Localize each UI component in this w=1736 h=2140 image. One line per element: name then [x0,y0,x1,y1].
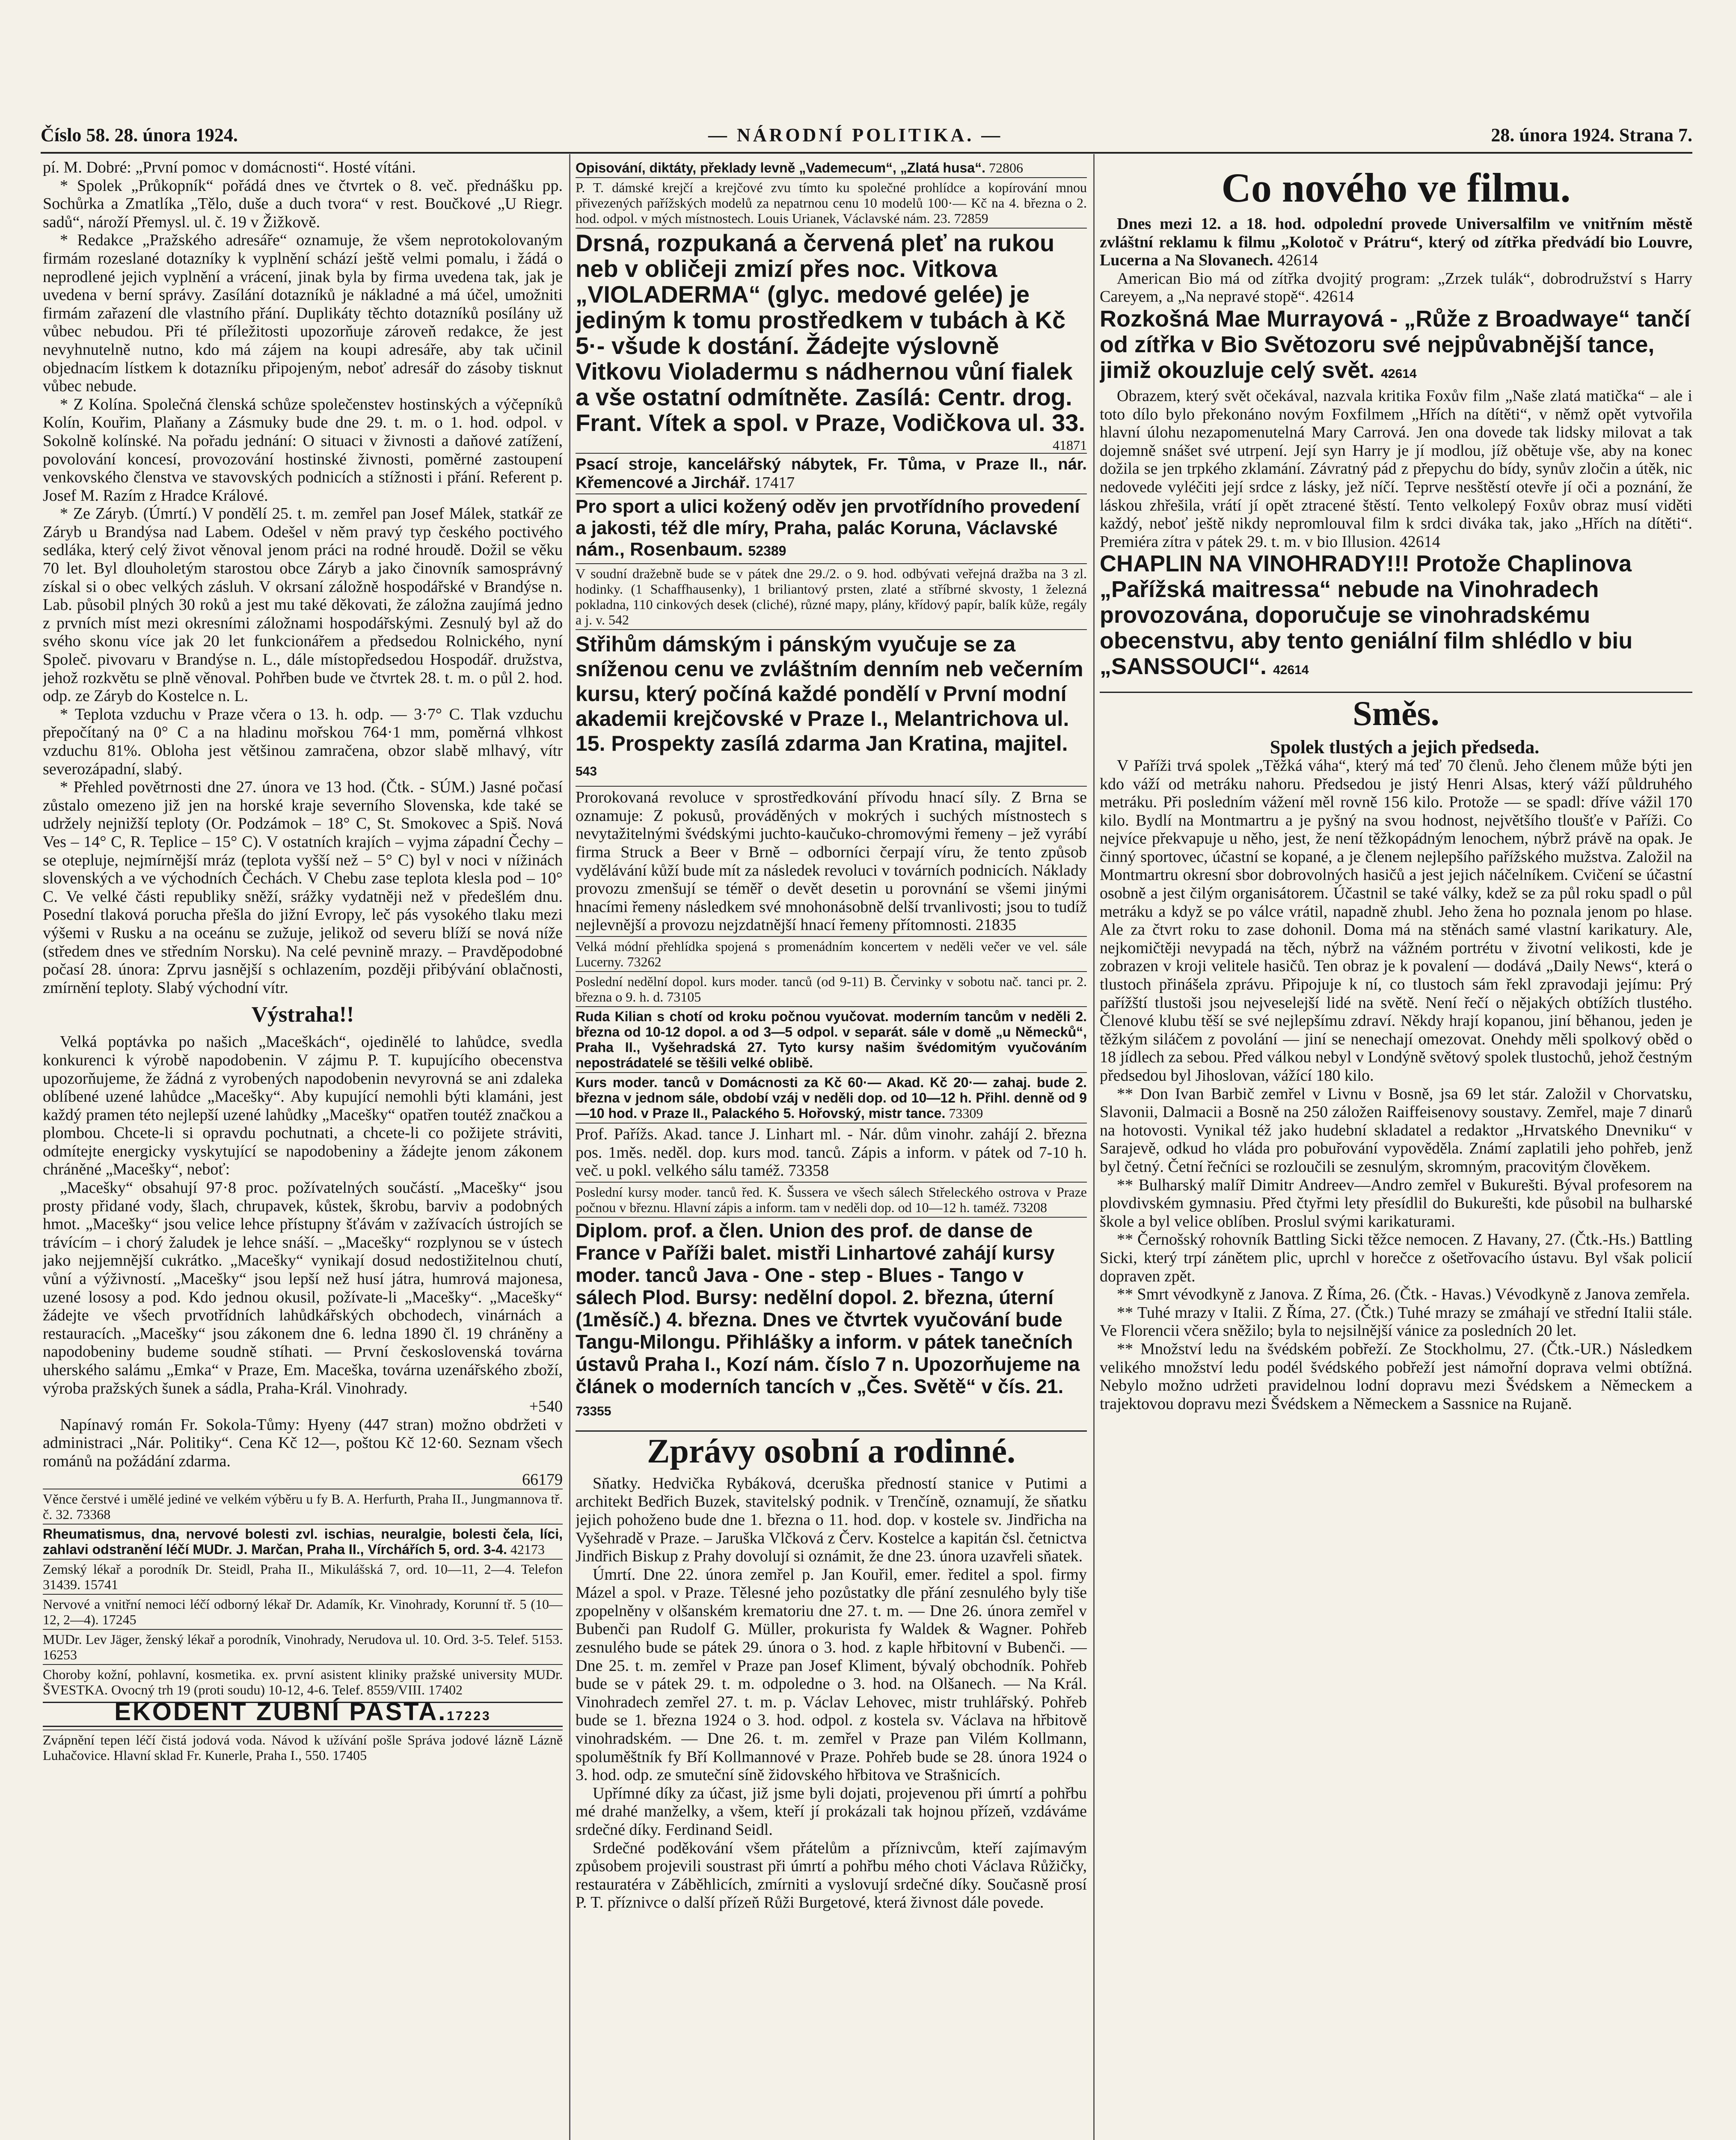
ad-text: Rheumatismus, dna, nervové bolesti zvl. ischias, neuralgie, bolesti čela, líci, zahlavi odstranění léčí MUDr. J. Marčan, Praha II., Vírchářích 5, ord. 3-4. [43,1526,563,1557]
classified-ad [43,1664,563,1699]
column-divider [1093,154,1095,2140]
ad-code: 72859 [954,211,988,226]
chaplin-ad [1100,551,1692,683]
ad-code: 542 [608,612,629,628]
ad-text: Zvápnění tepen léčí čistá jodová voda. Návod k užívání pošle Správa jodové lázně Lázně Luhačovice. Hlavní sklad Fr. Kunerle, Praha I., 550. [43,1732,563,1763]
ad-text: Poslední kursy moder. tanců řed. K. Šussera ve všech sálech Střeleckého ostrova v Praze počnou v březnu. Hlavní zápis a inform. tam v neděli dop. od 10—12 h. taméž. [576,1184,1087,1215]
classified-ad [576,1072,1087,1123]
ad-code: 543 [576,764,597,779]
ad-text: Diplom. prof. a člen. Union des prof. de danse de France v Paříži balet. mistři Linhartové zahájí kursy moder. tanců Java - One - step - Blues - Tango v sálech Plod. Bursy: nedělní dopol. 2. března, úterní (1měsíč.) 4. března. Dnes ve čtvrtek vyučování bude Tangu-Milongu. Přihlášky a inform. v pátek tanečních ústavů Praha I., Kozí nám. číslo 7 n. Upozorňujeme na článek o moderních tancích v „Čes. Světě“ v čís. 21. [576,1219,1080,1397]
ad-code: 66179 [522,1470,563,1489]
ad-code: 17245 [102,1612,137,1628]
ad-text: Psací stroje, kancelářský nábytek, Fr. Tůma, v Praze II., nár. Křemencové a Jirchář. [576,455,1087,492]
classified-ad [576,158,1087,177]
ad-code: 42614 [1399,532,1440,551]
ad-code: +540 [529,1397,563,1416]
item-text: CHAPLIN NA VINOHRADY!!! Protože Chaplinova „Pařížská maitressa“ nebude na Vinohradech provozována, doporučuje se vinohradskému obecenstvu, aby tento geniální film shlédlo v biu „SANSSOUCI“. [1100,551,1633,680]
ad-text: Ruda Kilian s chotí od kroku počnou vyučovat. moderním tancům v neděli 2. března od 10-12 dopol. a od 3—5 odpol. v separát. sále v domě „u Německů“, Praha II., Vyšehradská 27. Tyto kursy našim švédomitým vyučováním nepostrádatelé se těšili velké oblibě. [576,1008,1087,1070]
news-item: „Macešky“ obsahují 97·8 proc. požívatelných součástí. „Macešky“ jsou prosty přidané vody, šlach, chrupavek, kůstek, škrobu, barviv a podobných hmot. „Macešky“ jsou velice lehce přístupny šťávám v zažívacích ústrojích se trávícím – i chorý žaludek je lehce snáší. – „Macešky“ rozplynou se v ústech jako nejjemnější cukrátko. „Macešky“ vynikají dosud nedostižitelnou chutí, vůní a výživností. „Macešky“ jsou lepší než husí játra, humrová majonesa, uzené lososy a pod. Kdo jednou okusil, požívate-li „Macešky“. „Macešky“ žádejte ve všech prvotřídních lahůdkářských obchodech, vinárnách a restauracích. „Macešky“ jsou zákonem dne 6. ledna 1890 čl. 19 chráněny a napodobeniny budeme soudně stíhati. — První československá továrna uherského salámu „Emka“ v Praze, Em. Maceška, továrna uzenářského zboží, výroba pražských šunek a sádla, Praha-Král. Vinohrady. [43,1179,563,1397]
classified-ad [43,1489,563,1524]
classified-ad [576,493,1087,563]
news-item: ** Smrt vévodkyně z Janova. Z Říma, 26. (Čtk. - Havas.) Vévodkyně z Janova zemřela. [1117,1285,1690,1304]
news-item: * Spolek „Průkopník“ pořádá dnes ve čtvrtek o 8. več. přednášku pp. Sochůrka a Zmatlíka „Tělo, duše a duch tvora“ v rest. Boučkové „U Riegr. sadů“, nároží Přemysl. ul. č. 19 v Žižkově. [43,176,563,231]
ad-code: 73355 [576,1404,611,1418]
news-item: Napínavý román Fr. Sokola-Tůmy: Hyeny (447 stran) možno obdržeti v administraci „Nár. Politiky“. Cena Kč 12—, poštou Kč 12·60. Seznam všech románů na požádání zdarma. [43,1415,563,1470]
news-item: pí. M. Dobré: „První pomoc v domácnosti“. Hosté vítáni. [43,158,416,176]
ad-text: Choroby kožní, pohlavní, kosmetika. ex. první asistent kliniky pražské university MUDr. ŠVESTKA. Ovocný trh 19 (proti soudu) 10-12, 4-6. Telef. 8559/VIII. [43,1667,563,1698]
ad-code: 73368 [76,1507,111,1522]
section-heading-film: Co nového ve filmu. [1221,165,1571,211]
ad-text: Velká módní přehlídka spojená s promenádním koncertem v neděli večer ve vel. sále Lucerny. [576,938,1087,969]
ad-text: EKODENT ZUBNÍ PASTA. [114,1698,447,1726]
item-text: Dnes mezi 12. a 18. hod. odpolední provede Universalfilm ve vnitřním městě zvláštní reklamu k filmu „Kolotoč v Prátru“, který od zítřka předvádí bio Louvre, Lucerna a Na Slovanech. [1100,215,1692,270]
ad-code: 15741 [84,1577,118,1593]
item-text: American Bio má od zítřka dvojitý program: „Zrzek tulák“, dobrodružství s Harry Careyem, a „Na nepravé stopě“. [1100,269,1692,306]
ad-code: 16253 [43,1647,77,1663]
classified-ad [576,563,1087,629]
classified-ad [576,971,1087,1006]
film-ad [1100,306,1692,387]
ad-text: Prof. Pařížs. Akad. tance J. Linhart ml. - Nár. dům vinohr. zahájí 2. března pos. 1měs. neděl. dop. kurs mod. tanců. Zápis a inform. v pátek od 7-10 h. več. u pokl. velkého sálu taméž. [576,1125,1087,1180]
column-left [43,158,563,2140]
column-divider [569,154,570,2140]
news-item: ** Tuhé mrazy v Italii. Z Říma, 27. (Čtk.) Tuhé mrazy se zmáhají ve střední Italii stále. Ve Florencii včera sněžilo; byla to nejsilnější vánice za posledních 20 let. [1100,1303,1692,1340]
ad-code: 17223 [447,1709,491,1724]
news-item: V Paříži trvá spolek „Těžká váha“, který má teď 70 členů. Jeho členem může býti jen kdo váží od metráku nahoru. Předsedou je jistý Henri Alsas, který váží půldruhého metráku. Při posledním vážení měl rovně 156 kilo. Protože — se spadl: dříve vážil 170 kilo. Bydlí na Montmartru a je pyšný na svou hodnost, největšího tloušťe v Paříži. Co nejvíce překvapuje u něho, jest, že není těžkopádným lenochem, nýbrž právě na opak. Je činný sportovec, účastní se kopané, a je členem nejlepšího pařížského mužstva. Založil na Montmartru okresní sbor dobrovolných hasičů a jest jejich náčelníkem. Cvičení se účastní osobně a jest čilým organisátorem. Účastnil se také války, kdež se za půl roku spadl o půl metráku a když se po válce vrátil, napadně zhubl. Jeho žena ho poznala jenom po hlase. Ale za čtvrt roku to zase dohonil. Doma má na stěnách samé vlastní karikatury. Ale, nejkomičtěji nevypadá na těch, nýbrž na vážném portrétu v životní velikosti, kde je zobrazen v kroji velitele hasičů. Ten obraz je k povalení — dodává „Daily News“, která o tlustoch přinášela zprávu. Připojuje k ní, co tlustoch sám řekl zpravodaji jejímu: Prý pařížští tlustoši jsou nejveselejší lidé na světě. Není řečí o nějakých obtížích tlustého. Členové klubu těší se své nejlepšímu zdraví. Někdy hrají kopanou, jiní běhanou, jeden je těžkým siláčem z povolání — jiní se nenechají omezovat. Onehdy měli spolkový oběd o 18 jídlech za sebou. Před válkou nebyl v Londýně světový spolek tlustochů, jehož čestným předsedou byl Jihoslovan, vážící 180 kilo. [1100,756,1692,1085]
article-subheading: Spolek tlustých a jejich předseda. [1270,737,1540,758]
ad-text: Pro sport a ulici kožený oděv jen prvotřídního provedení a jakosti, též dle míry, Praha, palác Koruna, Václavské nám., Rosenbaum. [576,496,1080,560]
dance-school-ad [576,1217,1087,1424]
news-item [576,786,1087,936]
news-item: Úmrtí. Dne 22. února zemřel p. Jan Kouřil, emer. ředitel a spol. firmy Mázel a spol. v Praze. Tělesné jeho pozůstatky dle přání zesnulého byly tiše zpopelněny v olšanském krematoriu dne 27. t. m. — Dne 26. února zemřel v Bubenči pan Rudolf G. Müller, prokurista fy Waldek & Wagner. Pohřeb zesnulého bude se pátek 29. února o 3. hod. z kaple hřbitovní v Bubenči. — Dne 25. t. m. zemřel v Praze pan Josef Kliment, bývalý obchodník. Pohřeb bude se v pátek 29. t. m. odpoledne o 3. hod. na Olšanech. — Na Král. Vinohradech zemřel 27. t. m. p. Václav Lehovec, mistr truhlářský. Pohřeb bude se 1. března 1924 o 3. hod. odpol. z kostela sv. Václava na hřbitově vinohradském. — Dne 26. t. m. zemřel v Praze pan Vilém Kollmann, spoluměštník fy Bří Kollmannové v Praze. Pohřeb bude se 28. února 1924 o 3. hod. odp. ze smuteční síně židovského hřbitova ve Strašnicích. [576,1565,1087,1784]
ad-text: Střihům dámským i pánským vyučuje se za sníženou cenu ve zvláštním denním neb večerním kursu, který počíná každé pondělí v První modní akademii krejčovské v Praze I., Melantrichova ul. 15. Prospekty zasílá zdarma Jan Kratina, majitel. [576,632,1083,756]
ad-code: 42173 [510,1542,545,1557]
ad-code: 52389 [748,543,786,559]
ad-text: Poslední nedělní dopol. kurs moder. tanců (od 9-11) B. Červinky v sobotu nač. tanci pr. 2. března o 9. h. d. [576,973,1087,1005]
news-item: ** Bulharský malíř Dimitr Andreev—Andro zemřel v Bukurešti. Býval profesorem na plovdivském gymnasiu. Před čtyřmi lety přesídlil do Bukurešti, kde působil na bulharské škole a byl velice oblíben. Proslul svými karikaturami. [1100,1176,1692,1230]
classified-ad [576,1006,1087,1072]
news-item [1100,387,1692,551]
ad-code: 21835 [975,916,1016,934]
ad-text: Drsná, rozpukaná a červená pleť na rukou neb v obličeji zmizí přes noc. Vitkova „VIOLADERMA“ (glyc. medové gelée) je jediným k tomu prostředkem v tubách à Kč 5·- všude k dostání. Žádejte výslovně Vitkovu Violadermu s nádhernou vůní fialek a vše ostatní odmítněte. Zasílá: Centr. drog. Frant. Vítek a spol. v Praze, Vodičkova ul. 33. [576,229,1085,436]
news-item: ** Množství ledu na švédském pobřeží. Ze Stockholmu, 27. (Čtk.-UR.) Následkem velikého množství ledu podél švédského pobřeží jest námořní doprava velmi obtížná. Nebylo možno udržeti pravidelnou lodní dopravu mezi Švédskem a Německem a trajektovou dopravu mezi Švédskem a Německem a Sassnice na Rujaně. [1100,1340,1692,1413]
page-header [41,124,1692,150]
column-right [1100,158,1692,2140]
ad-text: P. T. dámské krejčí a krejčové zvu tímto ku společné prohlídce a kopírování mnou přivezených pařížských modelů za nepatrnou cenu 10 modelů 100·— Kč na 4. března o 2. hod. odpol. v mých místnostech. Louis Urianek, Václavské nám. 23. [576,180,1087,226]
ad-code: 73262 [627,954,662,969]
news-item [1100,215,1692,270]
news-item: ** Černošský rohovník Battling Sicki těžce nemocen. Z Havany, 27. (Čtk.-Hs.) Battling Sicki, který trpí zánětem plic, uprchl v horečce z ošetřovacího ústavu. Byl však policií dopraven zpět. [1100,1230,1692,1285]
ad-code: 42614 [1277,251,1318,270]
classified-ad [576,936,1087,971]
ekodent-ad [43,1698,563,1727]
classified-ad [576,1123,1087,1182]
news-item: * Teplota vzduchu v Praze včera o 13. h. odp. — 3·7° C. Tlak vzduchu přepočítaný na 0° C a na hladinu mořskou 764·1 mm, poměrná vlhkost vzduchu 81%. Obloha jest většinou zamračena, obzor slabě mlhavý, vítr severozápadní, slabý. [43,705,563,778]
ad-text: V soudní dražebně bude se v pátek dne 29./2. o 9. hod. odbývati veřejná dražba na 3 zl. hodinky. (1 Schaffhausenky), 1 briliantový prsten, zlaté a stříbrné skvosty, 1 železná pokladna, 110 cinkových desek (cliché), různé mapy, plány, křídový papír, balík kůže, regály a j. v. [576,566,1087,628]
news-item: * Redakce „Pražského adresáře“ oznamuje, že všem neprotokolovaným firmám rozeslané dotazníky k vyplnění schází ještě velmi pomalu, i žádá o neprodlené jejich vyplnění a vrácení, jinak byla by firma uvedena tak, jak je uvedena v berní správy. Zasílání dotazníků je nákladné a má účel, umožniti firmám zařazení dle vlastního přání. Duplikáty těchto dotazníků posílány už vůbec nebudou. Při té příležitosti upozorňuje zároveň redakce, že jest nevyhnutelně nutno, kdo má zájem na koupi adresáře, aby tak učinil objednacím lístkem k dotazníku připojeným, neboť adresář do zásoby tisknut vůbec nebude. [43,231,563,395]
ad-text: Zemský lékař a porodník Dr. Steidl, Praha II., Mikulášská 7, ord. 10—11, 2—4. Telefon 31439. [43,1561,563,1593]
news-item: Sňatky. Hedvička Rybáková, dceruška předností stanice v Putimi a architekt Bedřich Buzek, stavitelský podnik. v Trenčíně, oznamují, že sňatku jejich pohoženo bude dne 1. března o 11. hod. dop. v kostele sv. Jindřicha na Vyšehradě v Praze. – Jaruška Vlčková z Červ. Kostelce a kapitán čsl. četnictva Jindřich Biskup z Prahy dovolují si oznámit, že dne 23. února uzavřeli sňatek. [576,1474,1087,1566]
ad-code: 17402 [428,1682,463,1698]
ad-code: 42614 [1273,663,1309,678]
item-text: Rozkošná Mae Murrayová - „Růže z Broadwaye“ tančí od zítřka v Bio Světozoru své nejpůvabnější tance, jimiž okouzluje celý svět. [1100,306,1691,383]
classified-ad [43,1594,563,1629]
ad-code: 17405 [332,1747,367,1763]
news-item: Srdečné poděkování všem přátelům a příznivcům, kteří zajímavým způsobem projevili soustrast při úmrtí a pohřbu mého choti Václava Růžičky, restauratéra v Záběhlicích, zmírniti a vyslovují srdečné díky. Současně prosí P. T. příznivce o další přízeň Růži Burgetové, která živnost dále povede. [576,1839,1087,1912]
ad-text: MUDr. Lev Jäger, ženský lékař a porodník, Vinohrady, Nerudova ul. 10. Ord. 3-5. Telef. 5153. [43,1632,563,1647]
ad-code: 41871 [1053,437,1087,453]
ad-code: 73208 [1012,1199,1047,1215]
news-item: ** Don Ivan Barbič zemřel v Livnu v Bosně, jsa 69 let stár. Založil v Chorvatsku, Slavonii, Dalmacii a Bosně na 250 záložen Raiffeisenovy soustavy. Zemřel, maje 7 dinarů na hotovosti. Vynikal též jako hudební skladatel a redaktor „Hrvatského Dnevniku“ v Sarajevě, odkud ho vláda pro pobuřování vypověděla. Známí zaplatili jeho pohřeb, jenž byl četný. Četní řečníci se rozloučili se zesnulým, skromným, pracovitým člověkem. [1100,1085,1692,1176]
ad-text: Opisování, diktáty, překlady levně „Vademecum“, „Zlatá husa“. [576,160,985,175]
item-text: Obrazem, který svět očekával, nazvala kritika Foxův film „Naše zlatá matička“ – ale i toto dílo bylo překonáno novým Foxfilmem „Hřích na dítěti“, v němž opět vytvořila hlavní úlohu nezapomenutelná Mary Carrová. Jen ona dovede tak lidsky milovat a tak dojemně snášet své utrpení. Její syn Harry je jí modlou, jíž obětuje vše, aby na konec dožila se jen trpkého zklamání. Závratný pád z přepychu do bídy, synův zločin a útěk, nic nedovede vyléčiti její srdce z lásky, jež níčí. Teprve nesštěstí otevře jí oči a poznání, že láskou zhřešila, vrátí jí opět ztracené štěstí. Tento velkolepý Foxův obraz musí viděti každý, neboť ještě nikdy nepromlouval film k srdci diváka tak, jako „Hřích na dítěti“. Premiéra zítra v pátek 29. t. m. v bio Illusion. [1100,386,1692,551]
classified-ad [576,177,1087,228]
ad-code: 42614 [1313,288,1354,306]
masthead-title: — NÁRODNÍ POLITIKA. — [708,125,1003,146]
ad-code: 72806 [988,160,1023,175]
classified-ad [576,453,1087,493]
section-heading-mix: Směs. [1100,692,1692,734]
issue-number: Číslo 58. 28. února 1924. [41,125,238,146]
news-item: * Z Kolína. Společná členská schůze společenstev hostinských a výčepníků Kolín, Kouřim, Plaňany a Zásmuky bude dne 29. t. m. o 1. hod. odpol. v Sokolně kolínské. Na pořadu jednání: O situaci v živnosti a daňové zatížení, povolování koncesí, provozování hostinské živnosti, poměrné zastoupení venkovského členstva ve stavovských podnicích a stížnosti i přání. Referent p. Josef M. Razím z Hradce Králové. [43,395,563,505]
classified-ad [43,1559,563,1594]
classified-ad [43,1730,563,1765]
violaderma-ad [576,228,1087,437]
classified-ad [43,1629,563,1664]
ad-text: Kurs moder. tanců v Domácnosti za Kč 60·— Akad. Kč 20·— zahaj. bude 2. března v jednom sále, období vzáj v neděli dop. od 10—12 h. Přihl. denně od 9—10 hod. v Praze II., Palackého 5. Hořovský, mistr tance. [576,1074,1087,1121]
column-middle [576,158,1087,2140]
warning-heading: Výstraha!! [251,1002,354,1027]
ad-code: 73358 [788,1162,829,1180]
classified-ad [576,1182,1087,1217]
ad-text: Nervové a vnitřní nemoci léčí odborný lékař Dr. Adamík, Kr. Vinohrady, Korunní tř. 5 (10—12, 2—4). [43,1596,563,1628]
page-date-number: 28. února 1924. Strana 7. [1491,125,1692,146]
news-item: Upřímné díky za účast, již jsme byli dojati, projevenou při úmrtí a pohřbu mé drahé manželky, a všem, kteří jí prokázali tak hojnou přízeň, vzdáváme srdečné díky. Ferdinand Seidl. [576,1784,1087,1839]
ad-text: Prorokovaná revoluce v sprostředkování přívodu hnací síly. Z Brna se oznamuje: Z pokusů, prováděných v mokrých i suchých místnostech s nevytažitelnými švédskými juchto-kaučuko-chromovými řemeny – jež vyrábí firma Struck a Beer v Brně – odborníci čerpají víru, že tento způsob vydělávání kůží bude mít za následek revoluci v továrních podnicích. Náklady provozu zmenšují se téměř o devět desetin u porovnání se všemi jinými hnacími řemeny následkem své mnohonásobně delší trvanlivosti; jsou to tudíž nejlevnější a provozu nejzdatnější hnací řemeny přítomnosti. [576,788,1087,934]
news-item: Velká poptávka po našich „Maceškách“, ojedinělé to lahůdce, svedla konkurenci k výrobě napodobenin. V zájmu P. T. kupujícího obecenstva upozorňujeme, že žádná z vyrobených napodobenin nevyrovná se ani zdaleka oblíbené uzené lahůdce „Macešky“. Aby kupující nemohli býti klamáni, jest každý pramen této nejlepší uzené lahůdky „Macešky“ opatřen toutéž značkou a plombou. Chcete-li si opravdu pochutnati, a chcete-li co požijete stráviti, odmítejte energicky vyskytující se napodobeniny a žádejte jenom zákonem chráněné „Macešky“, neboť: [43,1033,563,1179]
news-item: * Přehled povětrnosti dne 27. února ve 13 hod. (Čtk. - SÚM.) Jasné počasí zůstalo omezeno již jen na horské kraje severního Slovenska, kde také se udržely nejnižší teploty (Or. Podzámok – 18° C, St. Smokovec a Spiš. Nová Ves – 14° C, R. Teplice – 15° C). V ostatních krajích – vyjma západní Čechy – se otepluje, nejmírnější mráz (teplota vyšší než – 5° C) byl v noci v nížinách slovenských a ve východních Čechách. V Chebu zase teplota klesla pod – 10° C. Ve velké části republiky sněží, srážky vydatněji než v předešlém dnu. Posední tlaková porucha přešla do jižní Evropy, leč pás vysokého tlaku mezi výšemi v Rusku a na oceánu se zužuje, jelikož od severu blíží se nová níže (středem dnes ve středním Norsku). Na celé pevnině mrazy. – Pravděpodobné počasí 28. února: Zprvu jasnější s ochlazením, později přibývání oblačnosti, zmírnění teploty. Slabý východní vítr. [43,778,563,997]
ad-code: 42614 [1381,366,1417,381]
ad-text: Věnce čerstvé i umělé jediné ve velkém výběru u fy B. A. Herfurth, Praha II., Jungmannova tř. č. 32. [43,1491,563,1522]
section-heading-personal: Zprávy osobní a rodinné. [576,1430,1087,1471]
news-item: * Ze Záryb. (Úmrtí.) V pondělí 25. t. m. zemřel pan Josef Málek, statkář ze Záryb u Brandýsa nad Labem. Odešel v něm pravý typ českého poctivého sedláka, který celý život věnoval jenom práci na rodné hroudě. Dožil se věku 70 let. Byl dlouholetým starostou obce Záryb a jako činovník samosprávný získal si o obec velkých zásluh. V okrsaní záložně hospodářské v Brandýse n. Lab. působil plných 30 roků a jest mu také děkovati, že záložna zaujímá jedno z prvních míst mezi okresními záložnami hospodářskými. Zesnulý byl až do svého skonu více jak 20 let funkcionářem a předsedou Rolnického, nyní Společ. pivovaru v Brandýse n. L., dále místopředsedou Hospodář. družstva, jehož rozkvětu se plně věnoval. Pohřben bude ve čtvrtek 28. t. m. o půl 2. hod. odp. ze Záryb do Kostelce n. L. [43,505,563,705]
classified-ad [43,1524,563,1559]
ad-code: 17417 [754,473,795,492]
news-item [1100,270,1692,306]
ad-code: 73105 [667,989,701,1005]
header-rule [41,152,1692,154]
ad-code: 73309 [949,1105,983,1121]
tailoring-ad [576,629,1087,786]
